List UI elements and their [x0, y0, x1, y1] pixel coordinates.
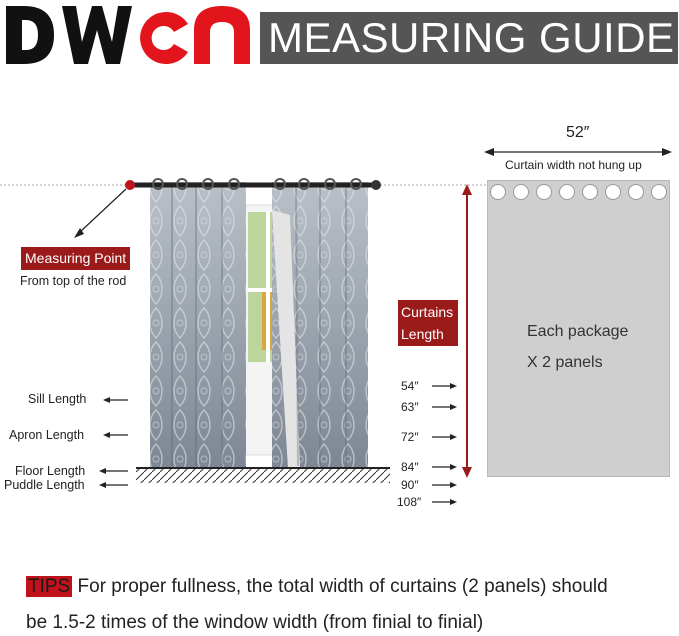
- grommet-icon: [605, 184, 621, 200]
- tips-line2: be 1.5-2 times of the window width (from finial to finial): [26, 612, 484, 633]
- size-63: 63″: [401, 400, 419, 414]
- size-72: 72″: [401, 430, 419, 444]
- width-note: Curtain width not hung up: [505, 158, 642, 172]
- apron-length-label: Apron Length: [9, 428, 85, 442]
- tips-badge: TIPS: [28, 576, 71, 597]
- sill-length-label: Sill Length: [28, 392, 87, 406]
- tips-text-1: For proper fullness, the total width of curtains (2 panels) should: [77, 576, 608, 597]
- grommet-icon: [651, 184, 667, 200]
- curtains-length-line2: Length: [401, 326, 444, 342]
- size-54: 54″: [401, 379, 419, 393]
- measuring-point-sub: From top of the rod: [20, 274, 127, 288]
- puddle-length-label: Puddle Length: [4, 478, 85, 492]
- grommet-icon: [490, 184, 506, 200]
- page-title: MEASURING GUIDE: [268, 14, 675, 61]
- package-line2: X 2 panels: [527, 354, 603, 371]
- grommet-icon: [628, 184, 644, 200]
- tips-line1: [26, 576, 608, 598]
- floor-length-label: Floor Length: [15, 464, 86, 478]
- measuring-point-label: Measuring Point: [21, 247, 130, 270]
- grommet-icon: [559, 184, 575, 200]
- grommet-icon: [513, 184, 529, 200]
- grommet-icon: [536, 184, 552, 200]
- package-line1: Each package: [527, 323, 629, 340]
- size-90: 90″: [401, 478, 419, 492]
- grommet-icon: [582, 184, 598, 200]
- curtains-length-line1: Curtains: [401, 304, 454, 320]
- size-108: 108″: [397, 495, 422, 509]
- curtains-length-label: [398, 300, 458, 346]
- size-84: 84″: [401, 460, 419, 474]
- width-value: 52″: [566, 124, 590, 141]
